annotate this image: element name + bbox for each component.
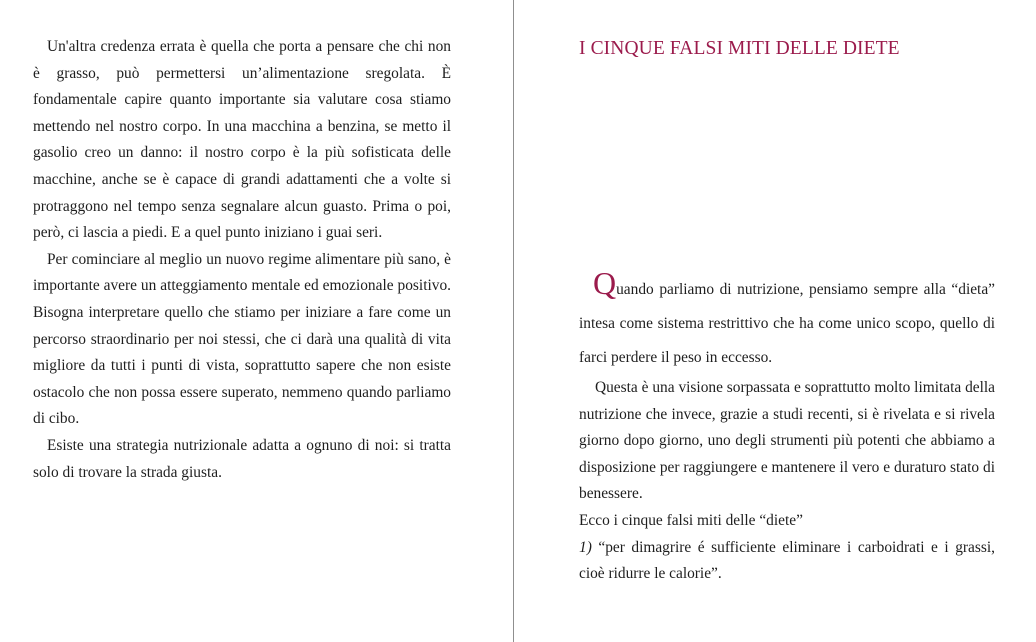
right-page bbox=[515, 0, 1036, 642]
page-divider bbox=[513, 0, 514, 642]
myth-text: “per dimagrire é sufficiente eliminare i carboidrati e i grassi, cioè ridurre le calorie”. bbox=[579, 538, 995, 583]
right-page-body bbox=[579, 265, 995, 588]
myth-number: 1) bbox=[579, 538, 592, 556]
myth-item-1 bbox=[579, 535, 995, 588]
left-paragraph-1: Un'altra credenza errata è quella che porta a pensare che chi non è grasso, può permettersi un’alimentazione sregolata. È fondamentale capire quanto importante sia valutare cosa stiamo mettendo nel nostro corpo. In una macchina a benzina, se metto il gasolio creo un danno: il nostro corpo è la più sofisticata delle macchine, anche se è capace di grandi adattamenti che a volte si protraggono nel tempo senza segnalare alcun guasto. Prima o poi, però, ci lascia a piedi. E a quel punto iniziano i guai seri. bbox=[33, 38, 451, 242]
left-paragraph-3: Esiste una strategia nutrizionale adatta a ognuno di noi: si tratta solo di trovare la strada giusta. bbox=[33, 436, 451, 481]
drop-cap: Q bbox=[593, 265, 617, 301]
left-page bbox=[0, 0, 513, 642]
chapter-title: I CINQUE FALSI MITI DELLE DIETE bbox=[579, 38, 900, 59]
right-paragraph-2: Questa è una visione sorpassata e soprattutto molto limitata della nutrizione che invece, grazie a studi recenti, si è rivelata e si rivela giorno dopo giorno, uno degli strumenti più potenti che abbiamo a disposizione per raggiungere e mantenere il vero e duraturo stato di benessere. bbox=[579, 379, 995, 503]
myths-intro: Ecco i cinque falsi miti delle “diete” bbox=[579, 511, 803, 529]
left-page-body bbox=[33, 34, 451, 486]
left-paragraph-2: Per cominciare al meglio un nuovo regime alimentare più sano, è importante avere un atteggiamento mentale ed emozionale positivo. Bisogna interpretare quello che stiamo per iniziare a fare come un percorso straordinario per noi stessi, che ci darà una qualità di vita migliore da tutti i punti di vista, soprattutto sapere che non esiste ostacolo che non possa essere superato, nemmeno quando parliamo di cibo. bbox=[33, 250, 451, 428]
right-paragraph-1 bbox=[579, 265, 995, 375]
right-paragraph-1-text: uando parliamo di nutrizione, pensiamo sempre alla “dieta” intesa come sistema restrittivo che ha come unico scopo, quello di farci perdere il peso in eccesso. bbox=[579, 281, 995, 366]
